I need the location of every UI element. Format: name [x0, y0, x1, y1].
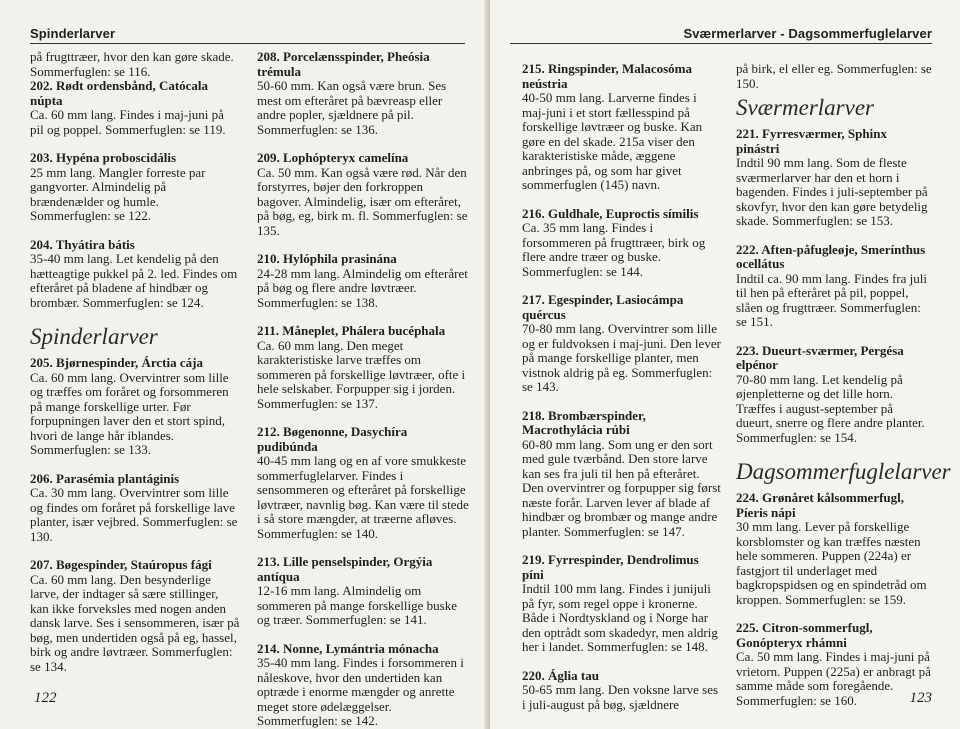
entry-title: 224. Grønåret kålsommerfugl, Píeris nápi — [736, 490, 905, 520]
entry-description: Ca. 60 mm lang. Den besynderlige larve, der indtager så sære stillinger, kan ikke forveksles med nogen anden dansk larve. Ses i sensommeren, især på bøg, men undertiden også på eg, hassel, birk og andre løvtræer. Sommerfuglen: se 134. — [30, 571, 240, 674]
entry-description: Indtil ca. 90 mm lang. Findes fra juli til hen på efteråret på pil, poppel, slåen og frugttræer. Sommerfuglen: se 151. — [736, 270, 927, 329]
entry-title: 209. Lophópteryx camelína — [257, 150, 409, 165]
entry-title: 203. Hypéna proboscidális — [30, 150, 177, 165]
continued-text: på frugttræer, hvor den kan gøre skade. Sommerfuglen: se 116. — [30, 49, 234, 79]
entry-description: 40-50 mm lang. Larverne findes i maj-juni i et stort fællesspind på forskellige løvtræer og buske. Kan gøre en del skade. 215a viser den karakteristiske måde, æggene anbringes på, og som har givet sommerfuglen (145) navn. — [522, 90, 703, 192]
entry-207 — [30, 558, 240, 674]
entry-217 — [522, 293, 722, 395]
head-rule-left — [30, 43, 465, 44]
entry-description: Indtil 90 mm lang. Som de fleste sværmerlarver har den et horn i bagenden. Findes i juli-september på skovfyr, hvor den kan gøre betydelig skade. Sommerfuglen: se 153. — [736, 155, 928, 228]
entry-223 — [736, 344, 932, 446]
entry-title: 204. Thyátira bátis — [30, 236, 135, 252]
entry-title: 212. Bøgenonne, Dasychíra pudibúnda — [257, 424, 408, 454]
entry-title: 202. Rødt ordensbånd, Catócala núpta — [30, 78, 209, 108]
entry-title: 217. Egespinder, Lasiocámpa quércus — [522, 292, 684, 322]
entry-title: 221. Fyrresværmer, Sphinx pinástri — [736, 126, 887, 156]
entry-title: 223. Dueurt-sværmer, Pergésa elpénor — [736, 342, 904, 372]
entry-218 — [522, 409, 722, 540]
entry-description: Ca. 35 mm lang. Findes i forsommeren på frugttræer, birk og flere andre træer og buske. Sommerfuglen: se 144. — [522, 220, 706, 279]
page-number-left: 122 — [34, 690, 57, 706]
entry-title: 208. Porcelænsspinder, Pheósia trémula — [257, 49, 430, 79]
running-head-left: Spinderlarver — [30, 26, 116, 41]
entry-description: Ca. 60 mm lang. Overvintrer som lille og træffes om foråret og forsommeren på mange forskellige urter. Før forpupningen laver den et stort spind, hvori de lange hår iblandes. Sommerfuglen: se 133. — [30, 369, 229, 457]
entry-description: 50-60 mm. Kan også være brun. Ses mest om efteråret på bævreasp eller andre popler, sjældnere på pil. Sommerfuglen: se 136. — [257, 78, 447, 137]
right-page — [490, 0, 960, 729]
entry-description: Ca. 50 mm lang. Findes i maj-juni på vrietorn. Puppen (225a) er anbragt på samme måde som foregående. Sommerfuglen: se 160. — [736, 649, 931, 708]
entry-225 — [736, 621, 932, 708]
entry-206 — [30, 472, 240, 545]
entry-title: 213. Lille penselspinder, Orgýia antíqua — [257, 554, 433, 584]
entry-210 — [257, 252, 469, 310]
entry-description: 12-16 mm lang. Almindelig om sommeren på mange forskellige buske og træer. Sommerfuglen: se 141. — [257, 583, 457, 627]
entry-209 — [257, 151, 469, 238]
entry-description: Ca. 30 mm lang. Overvintrer som lille og findes om foråret på forskellige lave planter, især vejbred. Sommerfuglen: se 130. — [30, 485, 238, 544]
entry-description: Indtil 100 mm lang. Findes i junijuli på fyr, som regel oppe i kronerne. Både i Nordtyskland og i Norge har den optrådt som skadedyr, men aldrig her i landet. Sommerfuglen: se 148. — [522, 581, 718, 654]
entry-description: 50-65 mm lang. Den voksne larve ses i juli-august på bøg, sjældnere — [522, 682, 719, 712]
right-page-column-1 — [522, 62, 722, 726]
entry-220 — [522, 669, 722, 713]
right-page-column-2 — [736, 61, 951, 722]
entry-222 — [736, 243, 932, 330]
entry-description: 70-80 mm lang. Overvintrer som lille og er fuldvoksen i maj-juni. Den lever på mange forskellige planter, men vistnok aldrig på eg. Sommerfuglen: se 143. — [522, 321, 721, 394]
continued-text: på birk, el eller eg. Sommerfuglen: se 150. — [736, 61, 932, 91]
entry-212 — [257, 425, 469, 541]
entry-title: 207. Bøgespinder, Staúropus fági — [30, 557, 212, 572]
entry-205 — [30, 356, 240, 458]
entry-208 — [257, 50, 469, 137]
head-rule-right — [510, 43, 932, 44]
entry-description: 60-80 mm lang. Som ung er den sort med gule tværbånd. Den store larve kan ses fra juli til hen på efteråret. Den overvintrer og forpupper sig først næste forår. Larven lever af blade af hindbær og brombær og mange andre planter. Sommerfuglen: se 147. — [522, 436, 721, 539]
entry-description: 25 mm lang. Mangler forreste par gangvorter. Almindelig på brændenælder og humle. Sommerfuglen: se 122. — [30, 164, 206, 223]
entry-title: 215. Ringspinder, Malacosóma neústria — [522, 61, 692, 91]
entry-title: 220. Áglia tau — [522, 667, 599, 683]
entry-title: 219. Fyrrespinder, Dendrolimus píni — [522, 552, 699, 582]
entry-title: 211. Måneplet, Phálera bucéphala — [257, 323, 446, 338]
left-page-column-1 — [30, 50, 240, 688]
entry-203 — [30, 151, 240, 224]
entry-202 — [30, 79, 240, 137]
entry-224 — [736, 491, 932, 607]
entry-title: 210. Hylóphila prasinána — [257, 251, 397, 266]
entry-214 — [257, 642, 469, 729]
entry-description: 40-45 mm lang og en af vore smukkeste sommerfuglelarver. Findes i sensommeren og efteråret på forskellige løvtræer, navnlig bøg. Kan være til stede i så store mængder, at træerne afløves. Sommerfuglen: se 140. — [257, 453, 469, 541]
entry-description: 35-40 mm lang. Let kendelig på den hætteagtige pukkel på 2. led. Findes om efteråret på bladene af hindbær og brombær. Sommerfuglen: se 124. — [30, 251, 238, 310]
entry-216 — [522, 207, 722, 280]
section-heading-dagsommerfuglelarver: Dagsommerfuglelarver — [736, 459, 951, 484]
entry-description: 30 mm lang. Lever på forskellige korsblomster og kan træffes næsten hele sommeren. Puppen (224a) er fastgjort til underlaget med bagkropspidsen og en spindetråd om kroppen. Sommerfuglen: se 159. — [736, 519, 927, 607]
entry-title: 218. Brombærspinder, Macrothylácia rúbi — [522, 407, 646, 437]
page-number-right: 123 — [909, 690, 932, 706]
entry-204 — [30, 238, 240, 311]
left-page-column-2 — [257, 50, 469, 729]
entry-description: 70-80 mm lang. Let kendelig på øjenpletterne og det lille horn. Træffes i august-september på dueurt, snerre og flere andre planter. Sommerfuglen: se 154. — [736, 371, 925, 445]
section-heading-svaermerlarver: Sværmerlarver — [736, 95, 874, 120]
entry-description: Ca. 50 mm. Kan også være rød. Når den forstyrres, bøjer den forkroppen bagover. Almindelig, især om efteråret, på bøg, eg, birk m. fl. Sommerfuglen: se 135. — [257, 164, 468, 238]
entry-title: 206. Parasémia plantáginis — [30, 470, 180, 486]
entry-219 — [522, 553, 722, 655]
entry-title: 222. Aften-påfugleøje, Smerínthus ocellátus — [736, 241, 926, 271]
entry-213 — [257, 555, 469, 628]
entry-description: Ca. 60 mm lang. Findes i maj-juni på pil og poppel. Sommerfuglen: se 119. — [30, 107, 226, 137]
entry-description: 35-40 mm lang. Findes i forsommeren i nåleskove, hvor den undertiden kan optræde i enorme mængder og anrette meget store ødelæggelser. Sommerfuglen: se 142. — [257, 655, 464, 728]
entry-title: 216. Guldhale, Euproctis símilis — [522, 205, 699, 221]
entry-title: 225. Citron-sommerfugl, Gonópteryx rhámni — [736, 620, 873, 650]
entry-title: 214. Nonne, Lymántria mónacha — [257, 640, 439, 656]
entry-title: 205. Bjørnespinder, Árctia cája — [30, 355, 203, 370]
entry-description: Ca. 60 mm lang. Den meget karakteristiske larve træffes om sommeren på forskellige løvtræer, ofte i hele selskaber. Forpupper sig i jorden. Sommerfuglen: se 137. — [257, 337, 466, 411]
entry-221 — [736, 127, 932, 229]
section-heading-spinderlarver: Spinderlarver — [30, 324, 158, 349]
running-head-right: Sværmerlarver - Dagsommerfuglelarver — [683, 26, 932, 41]
entry-211 — [257, 324, 469, 411]
entry-description: 24-28 mm lang. Almindelig om efteråret på bøg og flere andre løvtræer. Sommerfuglen: se 138. — [257, 265, 468, 310]
entry-215 — [522, 62, 722, 193]
